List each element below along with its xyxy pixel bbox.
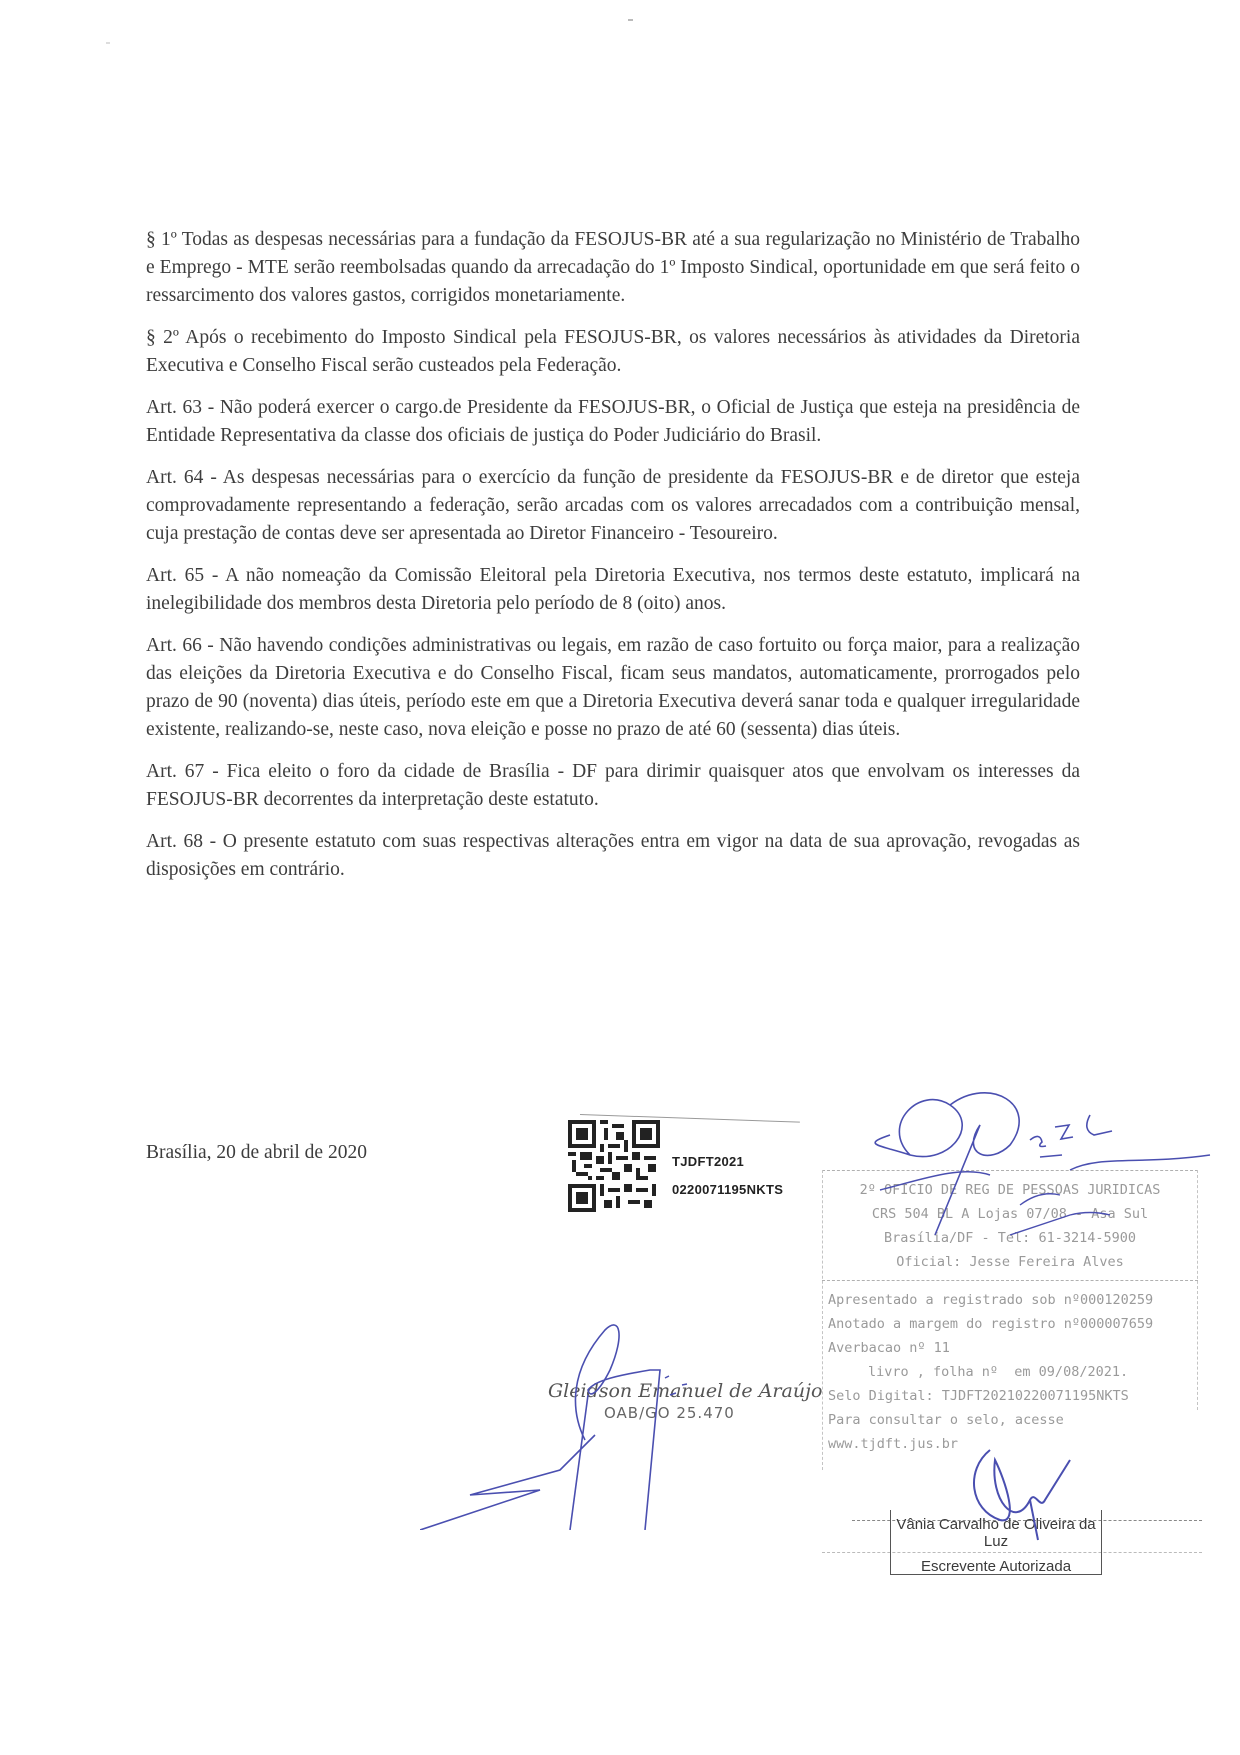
seal-code-line-1: TJDFT2021 [672,1154,745,1169]
digital-seal-sticker [568,1112,798,1220]
statute-body [146,226,1080,898]
place-and-date: Brasília, 20 de abril de 2020 [146,1142,367,1163]
clerk-name: Vânia Carvalho de Oliveira da Luz [896,1516,1096,1550]
article-63: Art. 63 - Não poderá exercer o cargo.de Presidente da FESOJUS-BR, o Oficial de Justiça que esteja na presidência de Entidade Representativa da classe dos oficiais de justiça do Poder Judiciário do Brasil. [146,397,1080,446]
article-66: Art. 66 - Não havendo condições administrativas ou legais, em razão de caso fortuito ou força maior, para a realização das eleições da Diretoria Executiva e do Conselho Fiscal, ficam seus mandatos, automaticamente, prorrogados pelo prazo de 90 (noventa) dias úteis, período este em que a Diretoria Executiva deverá sanar toda e qualquer irregularidade existente, realizando-se, neste caso, nova eleição e posse no prazo de até 60 (sessenta) dias úteis. [146,635,1080,740]
stamp-registered: Apresentado a registrado sob nº000120259 [828,1292,1154,1308]
stamp-officer: Oficial: Jesse Fereira Alves [896,1254,1124,1270]
clerk-title: Escrevente Autorizada [920,1558,1072,1575]
stamp-office: 2º OFICIO DE REG DE PESSOAS JURIDICAS [859,1182,1161,1198]
stamp-book: livro , folha nº em 09/08/2021. [868,1364,1129,1380]
scan-speck [628,19,633,21]
signatory-name: Gleidson Emanuel de Araújo [548,1380,823,1402]
registrar-signature-icon [840,1085,1220,1245]
stamp-annotated: Anotado a margem do registro nº000007659 [828,1316,1154,1332]
article-67: Art. 67 - Fica eleito o foro da cidade de Brasília - DF para dirimir quaisquer atos que envolvam os interesses da FESOJUS-BR decorrentes da interpretação deste estatuto. [146,761,1080,810]
stamp-averbacao: Averbacao nº 11 [828,1340,950,1356]
paragraph-1: § 1º Todas as despesas necessárias para a fundação da FESOJUS-BR até a sua regularização no Ministério de Trabalho e Emprego - MTE serão reembolsadas quando da arrecadação do 1º Imposto Sindical, oportunidade em que será feito o ressarcimento dos valores gastos, corrigidos monetariamente. [146,229,1080,306]
scan-speck [106,42,110,44]
paragraph-2: § 2º Após o recebimento do Imposto Sindical pela FESOJUS-BR, os valores necessários às atividades da Diretoria Executiva e Conselho Fiscal serão custeados pela Federação. [146,327,1080,376]
article-65: Art. 65 - A não nomeação da Comissão Eleitoral pela Diretoria Executiva, nos termos deste estatuto, implicará na inelegibilidade dos membros desta Diretoria pelo período de 8 (oito) anos. [146,565,1080,614]
stamp-divider [822,1280,1198,1281]
article-64: Art. 64 - As despesas necessárias para o exercício da função de presidente da FESOJUS-BR e de diretor que esteja comprovadamente representando a federação, serão arcadas com os valores arrecadados com a contribuição mensal, cuja prestação de contas deve ser apresentada ao Diretor Financeiro - Tesoureiro. [146,467,1080,544]
lawyer-signature-icon [420,1290,740,1530]
stamp-city-phone: Brasília/DF - Tel: 61-3214-5900 [884,1230,1136,1246]
clerk-signature-icon [960,1440,1080,1550]
stamp-digital-seal: Selo Digital: TJDFT20210220071195NKTS [828,1388,1129,1404]
seal-code-line-2: 0220071195NKTS [672,1182,784,1197]
stamp-website: www.tjdft.jus.br [828,1436,959,1452]
stamp-consult: Para consultar o selo, acesse [828,1412,1064,1428]
article-68: Art. 68 - O presente estatuto com suas respectivas alterações entra em vigor na data de sua aprovação, revogadas as disposições em contrário. [146,831,1080,880]
signatory-oab: OAB/GO 25.470 [604,1404,735,1422]
stamp-address: CRS 504 BL A Lojas 07/08 - Asa Sul [871,1206,1149,1222]
qr-code-icon [568,1120,660,1212]
